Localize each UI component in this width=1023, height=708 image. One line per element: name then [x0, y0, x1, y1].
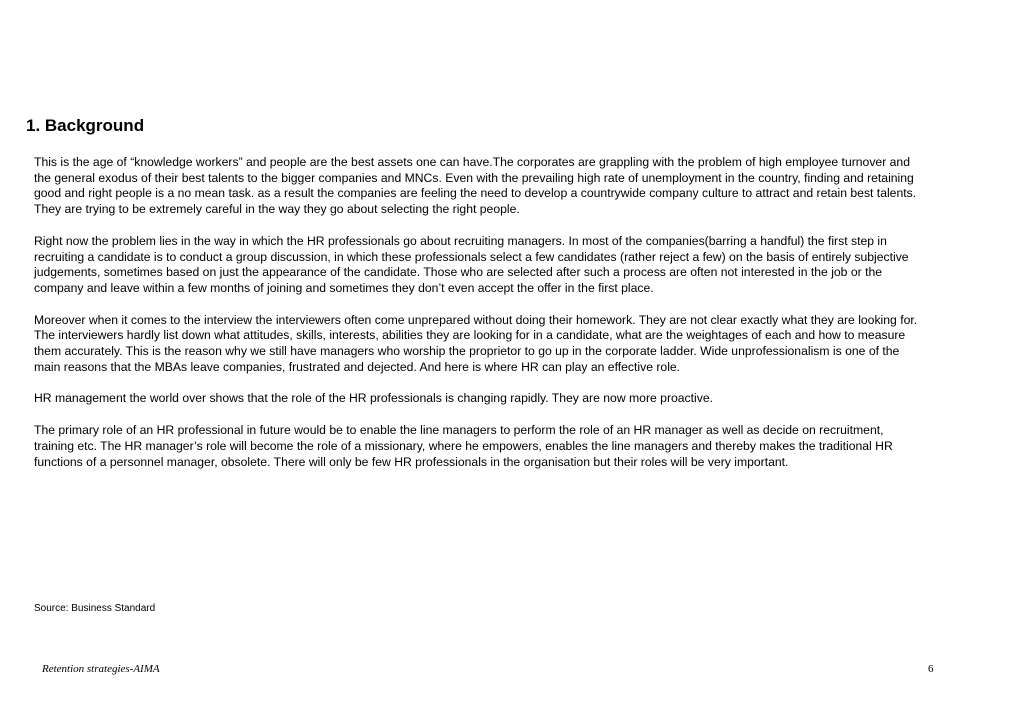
- footer-document-title: Retention strategies-AIMA: [42, 663, 160, 675]
- paragraph-future-hr-role: The primary role of an HR professional in future would be to enable the line managers to perform the role of an HR manager as well as decide on recruitment, training etc. The HR manager’s role will become the role of a missionary, where he empowers, enables the line managers and thereby makes the traditional HR functions of a personnel manager, obsolete. There will only be few HR professionals in the organisation but their roles will be very important.: [34, 423, 893, 469]
- paragraph-intro: This is the age of “knowledge workers” and people are the best assets one can have.The corporates are grappling with the problem of high employee turnover and the general exodus of their best talents to the bigger companies and MNCs. Even with the prevailing high rate of unemployment in the country, finding and retaining good and right people is a no mean task. as a result the companies are feeling the need to develop a countrywide company culture to attract and retain best talents. They are trying to be extremely careful in the way they go about selecting the right people.: [34, 155, 917, 217]
- paragraph-interviews: Moreover when it comes to the interview the interviewers often come unprepared without doing their homework. They are not clear exactly what they are looking for. The interviewers hardly list down what attitudes, skills, interests, abilities they are looking for in a candidate, what are the weightages of each and how to measure them accurately. This is the reason why we still have managers who worship the proprietor to go up in the corporate ladder. Wide unprofessionalism is one of the main reasons that the MBAs leave companies, frustrated and dejected. And here is where HR can play an effective role.: [34, 312, 918, 374]
- paragraph-recruiting-problem: Right now the problem lies in the way in which the HR professionals go about recruiting managers. In most of the companies(barring a handful) the first step in recruiting a candidate is to conduct a group discussion, in which these professionals select a few candidates (rather reject a few) on the basis of entirely subjective judgements, sometimes based on just the appearance of the candidate. Those who are selected after such a process are often not interested in the job or the company and leave within a few months of joining and sometimes they don’t even accept the offer in the first place.: [34, 233, 909, 295]
- section-heading: 1. Background: [26, 116, 145, 135]
- paragraph-hr-role-changing: HR management the world over shows that the role of the HR professionals is changing rapidly. They are now more proactive.: [34, 391, 713, 406]
- body-text: [34, 155, 919, 486]
- source-note: Source: Business Standard: [34, 603, 156, 614]
- page-number: 6: [928, 663, 934, 675]
